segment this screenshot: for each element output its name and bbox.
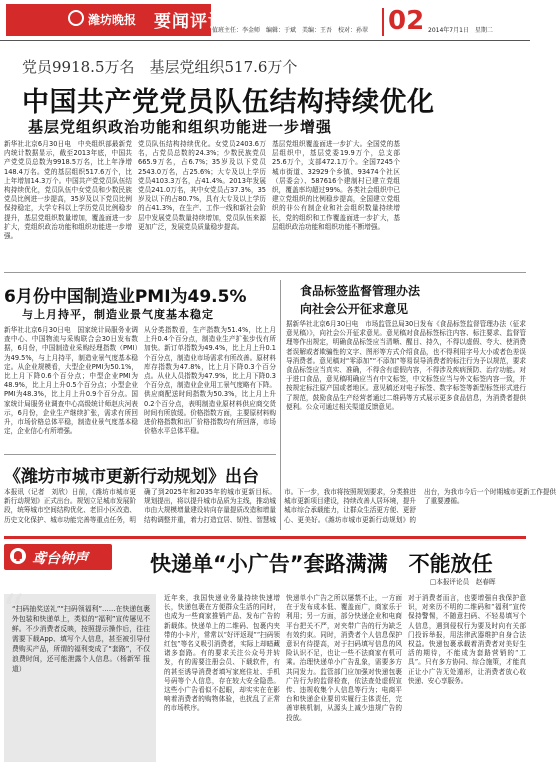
masthead-banner	[6, 4, 226, 36]
lead-body-col1: 新华社北京6月30日电 中央组织部最新党内统计数据显示，截至2013年底，中国共产党党员总数为9918.5万名，比上年净增148.4万名。党的基层组织517.6万个，比上年增加14.3万个。中国共产党党员队伍结构持续优化，党员队伍中女党员和少数民族党员比例进一步提高，35岁及以下党员比例保持稳定，大学专科以上学历党员比例稳步提升，基层党组织数量增加，覆盖面进一步扩大，党组织政治功能和组织功能进一步增强。	[4, 140, 132, 241]
column-name: 鸢台钟声	[32, 551, 88, 567]
commentary-byline: □本报评论员 赵春晖	[430, 578, 496, 586]
city-top-rule	[4, 454, 276, 455]
commentary-body-col1: 近年来，我国快递业务量持续快速增长，快递包裹在方便群众生活的同时，也成为一些商家推销产品、发布广告的新载体。快递单上的二维码、包裹内夹带的小卡片，常常以“好评返现”“扫码领红包”等名义吸引消费者，实际上却暗藏诸多套路。有的要求关注公众号并转发，有的需要注册会员、下载软件，有的甚至诱导消费者填写家庭住址、手机号码等个人信息，存在较大安全隐患。这些小广告看似不起眼，却实实在在影响着消费者的购物体验，也扰乱了正常的市场秩序。	[164, 594, 280, 713]
lead-headline: 中国共产党党员队伍结构持续优化	[22, 87, 435, 118]
column-divider	[280, 280, 281, 530]
lead-subhead: 基层党组织政治功能和组织功能进一步增强	[28, 118, 333, 136]
pmi-body-col1: 新华社北京6月30日电 国家统计局服务业调查中心、中国物流与采购联合会30日发布数据，6月份，中国制造业采购经理指数（PMI）为49.5%，与上月持平，制造业景气度基本稳定。从企业规模看，大型企业PMI为50.1%，比上月下降0.6个百分点；中型企业PMI为48.9%，比上月上升0.5个百分点；小型企业PMI为48.3%，比上月上升0.9个百分点。国家统计局服务业调查中心高级统计师赵庆河表示，6月份，企业生产继续扩张，需求有所回升，市场价格总体平稳，制造业景气度基本稳定，企业信心有所增强。	[4, 326, 138, 436]
pmi-body-col2: 从分类指数看，生产指数为51.4%，比上月上升0.4个百分点，制造业生产扩张步伐有所加快。新订单指数为49.4%，比上月上升0.1个百分点，制造业市场需求有所改善。原材料库存指数为47.8%，比上月下降0.3个百分点。从业人员指数为47.9%，比上月下降0.3个百分点，制造业企业用工景气度略有下降。供应商配送时间指数为50.3%，比上月上升0.2个百分点，表明制造业原材料供应商交货时间有所放缓。价格指数方面，主要原材料购进价格指数和出厂价格指数均有所回落，市场价格水平总体平稳。	[144, 326, 276, 436]
food-headline-line1: 食品标签监督管理办法	[300, 284, 421, 298]
commentary-lead-fragment	[4, 766, 156, 780]
editor-credits: 值班主任：李金师 编辑：于斌 美编：王吾 校对：孙翠	[212, 27, 369, 34]
masthead-divider	[382, 8, 384, 36]
issue-date: 2014年7月1日 星期二	[428, 27, 493, 34]
commentary-teaser-box	[2, 586, 156, 762]
masthead-rule	[0, 40, 530, 41]
lead-body-col4	[406, 140, 526, 268]
food-body: 据新华社北京6月30日电 市场监管总局30日发布《食品标签监督管理办法（征求意见稿）》，向社会公开征求意见。意见稿对食品标签标注内容、标注要求、监督管理等作出规定，明确食品标签应当清晰、醒目、持久，不得以虚假、夸大、使消费者误解或者欺骗性的文字、图形等方式介绍食品，也不得利用字号大小或者色差误导消费者。意见稿对“零添加”“不添加”等易误导消费者的标注行为予以规范，要求食品标签应当真实、准确，不得含有虚假内容，不得涉及疾病预防、治疗功能。对于进口食品，意见稿明确应当有中文标签，中文标签应当与外文标签内容一致，并按规定标注原产国或者地区。意见稿还对电子标签、数字标签等新型标签形式进行了规范，鼓励食品生产经营者通过二维码等方式展示更多食品信息，为消费者提供便利。公众可通过相关渠道反馈意见。	[286, 320, 526, 411]
commentary-headline: 快递单“小广告”套路满满 不能放任	[150, 552, 493, 576]
section-title: 要闻评论	[154, 12, 226, 32]
commentary-body-col2: 快递单小广告之所以屡禁不止，一方面在于发布成本低、覆盖面广，商家乐于利用；另一方面，部分快递企业和电商平台把关不严，对夹带广告的行为缺乏有效约束。同时，消费者个人信息保护意识有待提高，对于扫码填写信息的风险认识不足，也让一些不法商家有机可乘。治理快递单小广告乱象，需要多方共同发力。监管部门应加强对快递包裹广告行为的监督检查，依法查处虚假宣传、违规收集个人信息等行为；电商平台和快递企业要切实履行主体责任，完善审核机制，从源头上减少违规广告的投放。	[286, 594, 402, 722]
pmi-subhead: 与上月持平，制造业景气度基本稳定	[22, 308, 214, 321]
food-headline-line2: 向社会公开征求意见	[300, 302, 409, 316]
pmi-headline: 6月份中国制造业PMI为49.5%	[4, 287, 247, 307]
city-body: 本报讯（记者 刘欣）日前，《潍坊市城市更新行动规划》正式出台。规划立足城市发展阶段，统筹城市空间结构优化、老旧小区改造、历史文化保护、城市功能完善等重点任务，明确了到2025年和2035年的城市更新目标。规划提出，将以提升城市品质为主线，推动城市由大规模增量建设转向存量提质改造和增量结构调整并重，着力打造宜居、韧性、智慧城市。下一步，我市将按照规划要求，分类推进城市更新项目建设，持续改善人居环境，提升城市综合承载能力，让群众生活更方便、更舒心、更美好。《潍坊市城市更新行动规划》的出台，为我市今后一个时期城市更新工作提供了重要遵循。	[4, 488, 556, 524]
lead-body-col2: 党员队伍结构持续优化。女党员2403.6万名，占党员总数的24.3%；少数民族党员665.9万名，占6.7%；35岁及以下党员2543.0万名，占25.6%；大专及以上学历党员4103.3万名，占41.4%。2013年发展党员241.0万名，其中女党员占37.3%，35岁及以下的占80.7%，具有大专及以上学历的占41.3%，在生产、工作一线和新社会阶层中发展党员数量持续增加，党员队伍来源更加广泛，发展党员质量稳步提高。	[138, 140, 266, 231]
paper-logo-icon	[68, 10, 84, 26]
commentary-top-rule	[4, 536, 526, 539]
commentary-teaser: “扫码抽奖送礼”“扫码领福利”……在快递包裹外包装和快递单上，类似的“福利”宣传屡见不鲜。不少消费者反映，按照提示操作后，往往需要下载App、填写个人信息，甚至被引导付费购买产品，所谓的福利变成了“套路”，不仅浪费时间，还可能泄露个人信息。（杨新军 报道）	[12, 605, 150, 673]
city-headline: 《潍坊市城市更新行动规划》出台	[4, 467, 259, 487]
lead-bottom-rule	[4, 272, 526, 273]
quote-open-icon: “	[2, 586, 25, 637]
paper-name: 潍坊晚报	[88, 13, 137, 27]
lead-kicker: 党员9918.5万名 基层党组织517.6万个	[22, 58, 298, 76]
bell-icon	[10, 548, 26, 564]
commentary-body-col3: 对于消费者而言，也要增强自我保护意识，对来历不明的二维码和“福利”宣传保持警惕，不随意扫码、不轻易填写个人信息，遇到侵权行为要及时向有关部门投诉举报，用法律武器维护自身合法权益。快递包裹承载着消费者对美好生活的期待，不能成为套路营销的“工具”。只有多方协同、综合施策，才能真正让小广告无处遁形，让消费者放心收快递、安心享服务。	[408, 594, 526, 685]
lead-body-col3: 基层党组织覆盖面进一步扩大。全国党的基层组织中，基层党委19.9万个，总支部25.6万个，支部472.1万个。全国7245个城市街道、32929个乡镇、93474个社区（居委会）、587616个建制村已建立党组织，覆盖率均超过99%。各类社会组织中已建立党组织的比例稳步提高，全国建立党组织的非公有制企业和社会组织数量持续增长，党的组织和工作覆盖面进一步扩大，基层组织政治功能和组织功能不断增强。	[272, 140, 400, 231]
column-badge	[4, 544, 112, 570]
page-number: 02	[388, 6, 425, 36]
